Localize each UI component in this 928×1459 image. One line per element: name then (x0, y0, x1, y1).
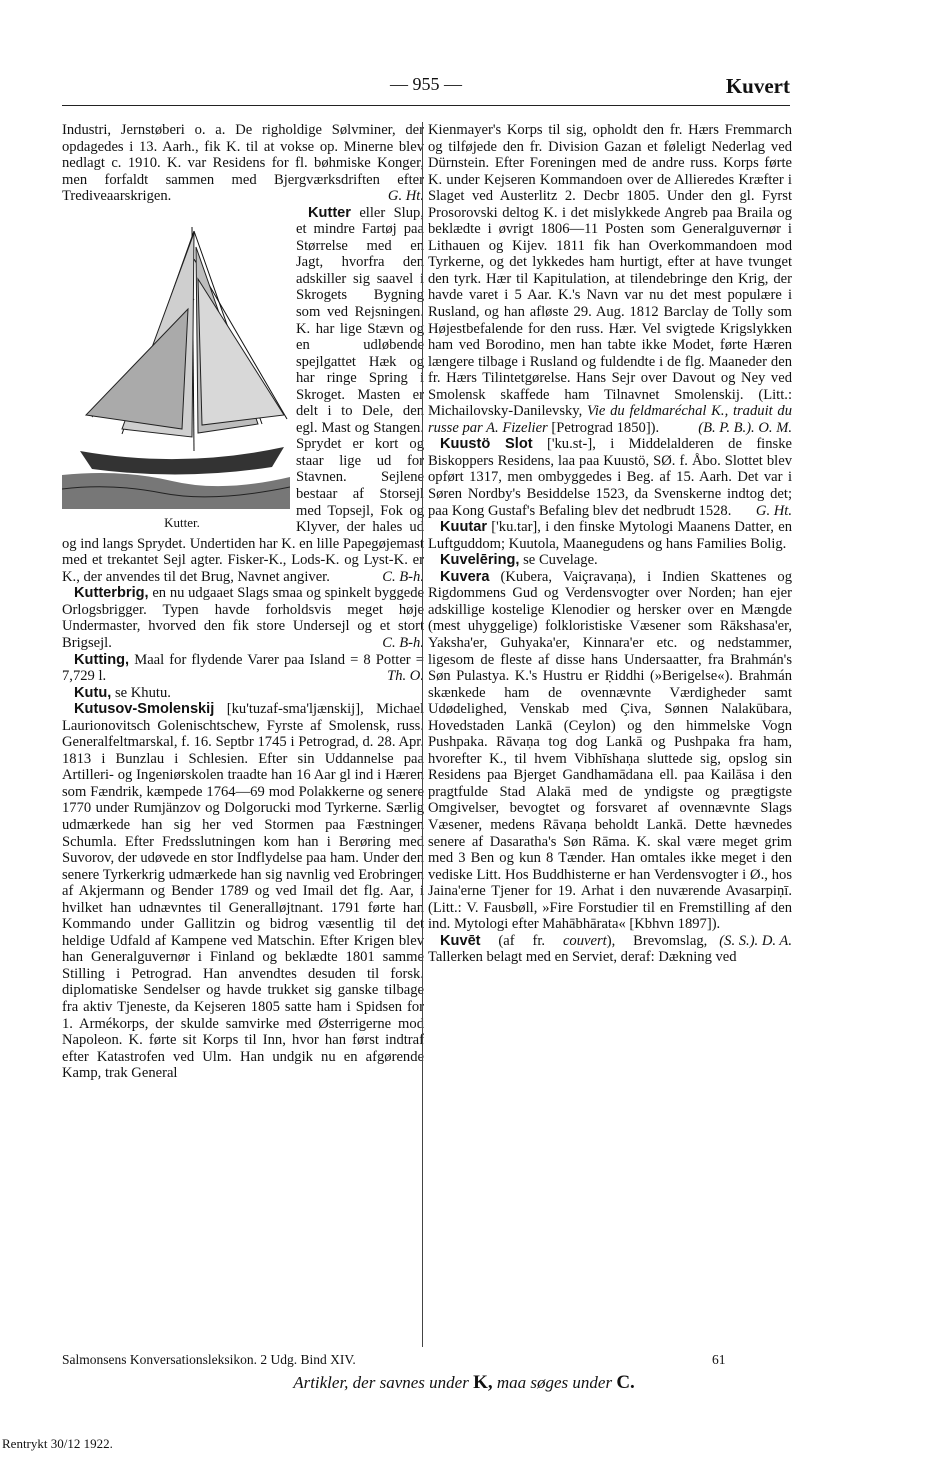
publication-title: Salmonsens Konversationsleksikon. 2 Udg. Bind XIV. (62, 1352, 356, 1367)
column-divider (422, 122, 423, 1347)
entry-headword: Kuvera (440, 568, 490, 585)
sailboat-icon (62, 219, 290, 509)
entry-kutter: Kutter Kutter. eller Slup, et mindre Fartøj paa Størrelse med en Jagt, hvorfra den adskiller sig saavel i Skrogets Bygning som ved Rejsningen. K. har lige Stævn og en udløbende spejlgattet Hæk og har ringe Spring i Skroget. Masten er delt i to Dele, den egl. Mast og Stangen. Sprydet er kort og staar lige ud for Stavnen. Sejlene bestaar af Storsejl med Topsejl, Fok og Klyver, der hales ud og ind langs Sprydet. Undertiden har K. en lille Papegøjemast med et trekantet Sejl agter. Fisker-K., Lods-K. og Lyst-K. er K., der anvendes til det Brug, Navnet angiver. C. B-h. (62, 204, 424, 585)
entry-kuvera: Kuvera (Kubera, Vaiçravaṇa), i Indien Skattenes og Rigdommens Gud og Verdensvogter over Norden; han ejer adskillige kostelige Klenodier og hersker over en Mængde (mest uhyggelige) folkloristiske Væsener som Rākshasa'er, Yaksha'er, Guhyaka'er, Kinnara'er etc. og nedstammer, ligesom de fleste af disse hans Undersaatter, fra Brahmán's Søn Pulastya. K.'s Hustru er Ṛiddhi (»Berigelse«). Brahmán skænkede ham de ovennævnte Værdigheder samt Udødelighed, Venskab med Çiva, Sønnen Nalakūbara, Hovedstaden Lankā (Ceylon) og den himmelske Vogn Pushpaka. Rāvaṇa tog dog Lankā og Pushpaka fra ham, hvorefter K., til hvem Vibhīshaṇa sluttede sig, opslog sin Residens paa Bjerget Gandhamādana ell. paa Kailāsa i den pragtfulde Stad Alakā med de yndigste og prægtigste Omgivelser, bevogtet og forsvaret af ovennævnte Slags Væsener, medens Rāvaṇa beholdt Lankā. Dette hævnedes senere af Dasaratha's Søn Rāma. K. skal være meget grim med 3 Ben og kun 8 Tænder. Han omtales ikke meget i den vediske Litt. Hos Buddhisterne er han Verdensvogter i Ø., hos Jaina'erne Tjener for 19. Arhat i den nuværende Avasarpiṇī. (Litt.: V. Fausbøll, »Fire Forstudier til en Fremstilling af den ind. Mytologi efter Mahābhārata« [Kbhvn 1897]). (S. S.). D. A. (428, 568, 792, 949)
author-signature: C. B-h. (382, 568, 424, 585)
author-signature: C. B-h. (382, 634, 424, 651)
left-column (62, 122, 424, 1082)
entry-kuvert: Kuvēt (af fr. couvert), Brevomslag, Tallerken belagt med en Serviet, deraf: Dækning ved (428, 932, 737, 966)
entry-headword: Kutter (308, 204, 351, 221)
entry-headword: Kuutar (440, 519, 488, 536)
signature-mark: 61 (712, 1352, 726, 1367)
page-header (62, 74, 790, 104)
entry-kuvelering: Kuvelēring, se Cuvelage. (440, 552, 598, 569)
entry-kutting: Kutting, Maal for flydende Varer paa Island = 8 Potter = 7,729 l. Th. O. (62, 651, 424, 685)
entry-kutterbrig: Kutterbrig, en nu udgaaet Slags smaa og spinkelt byggede Orlogsbrigger. Typen havde forholdsvis meget høje Undermaster, hvorved den fik store Undersejl og et stort Brigsejl. C. B-h. (62, 585, 424, 651)
entry-kutusov-smolenskij: Kutusov-Smolenskij [ku'tuzaf-sma'ljænskij], Michael Laurionovitsch Golenischtschew, Fyrste af Smolensk, russ. Generalfeltmarskal, f. 16. Septbr 1745 i Petrograd, d. 28. Apr. 1813 i Bunzlau i Schlesien. Efter sin Uddannelse paa Artilleri- og Ingeniørskolen traadte han 16 Aar gl ind i Hæren som Fændrik, kæmpede 1764—69 mod Polakkerne og senere 1770 under Rumjänzov og Dolgorucki mod Tyrkerne. Særlig udmærkede han sig her ved Stormen paa Fæstningen Schumla. Efter Fredsslutningen kom han i Berøring med Suvorov, der udøvede en stor Indflydelse paa ham. Under den senere Tyrkerkrig udmærkede han sig navnlig ved Erobringen af Akjermann og Bender 1789 og ved Imail det flg. Aar, i hvilket han udnævntes til Generalløjtnant. 1791 førte han Kommando under Gallitzin og bidrog væsentlig til det heldige Udfald af Kampene ved Matschin. Efter Krigen blev han Generalguvernør i Finland og beklædte 1801 samme Stilling i Petrograd. Han anvendtes desuden til forsk. diplomatiske Sendelser og havde trukket sig ganske tilbage fra aktiv Tjeneste, da Kejseren 1805 satte ham i Spidsen for 1. Armékorps, der skulde samvirke med Østerrigerne mod Napoleon. K. førte sit Korps til Inn, hvor han først indtraf efter Katastrofen ved Ulm. Han undgik nu en afgørende Kamp, trak General (62, 701, 424, 1082)
entry-headword: Kutu, (74, 684, 112, 701)
entry-kuutar: Kuutar ['ku.tar], i den finske Mytologi Maanens Datter, en Luftguddom; Kuutola, Maanegudens og hans Families Bolig. (428, 519, 792, 552)
author-signature: (B. P. B.). O. M. (698, 419, 792, 436)
right-column (428, 122, 792, 966)
reprint-note: Rentrykt 30/12 1922. (2, 1436, 113, 1451)
entry-kutusov-continuation: Kienmayer's Korps til sig, opholdt den fr. Hærs Fremmarch og tilføjede den fr. Division Gazan et føleligt Nederlag ved Dürnstein. Efter Foreningen med de andre russ. Korps førte K. under Kejseren Kommandoen over de Allieredes Kræfter i Slaget ved Austerlitz 2. Decbr 1805. Under den gl. Fyrst Prosorovski deltog K. i det mislykkede Angreb paa Braila og beklædte i øvrigt 1806—11 Posten som Generalguvernør i Lithauen og Kijev. 1811 fik han Overkommandoen mod Tyrkerne, og det lykkedes ham hurtigt, efter at have tvunget den tyrk. Hær til Kapitulation, at tilendebringe den Krig, der havde varet i 5 Aar. K.'s Navn var nu det mest populære i Rusland, og han afløste 29. Aug. 1812 Barclay de Tolly som Højestbefalende for den russ. Hær. Vel svigtede Krigslykken ham ved Borodino, men han tabte ikke Modet, førte Hæren længere tilbage i Rusland og fuldendte i de flg. Maaneder den fr. Hærs Tilintetgørelse. Hans Sejr over Davout og Ney ved Smolensk skaffede ham Tilnavnet Smolenskij. (Litt.: Michailovsky-Danilevsky, Vie du feldmaréchal K., traduit du russe par A. Fizelier [Petrograd 1850]). (B. P. B.). O. M. (428, 122, 793, 436)
running-head: Kuvert (725, 74, 790, 98)
author-signature: (S. S.). D. A. (719, 932, 792, 949)
author-signature: G. Ht. (387, 188, 424, 205)
entry-headword: Kuvelēring, (440, 552, 520, 569)
page-number: — 955 — (390, 74, 462, 94)
entry-kutu: Kutu, se Khutu. (74, 684, 171, 701)
entry-headword: Kutting, (74, 651, 130, 668)
author-signature: Th. O. (387, 668, 424, 685)
entry-headword: Kutterbrig, (74, 585, 149, 602)
entry-headword: Kuustö Slot (440, 436, 533, 453)
header-rule (62, 105, 790, 106)
entry-headword: Kuvēt (440, 932, 481, 949)
entry-headword: Kutusov-Smolenskij (74, 701, 215, 718)
figure-caption: Kutter. (164, 515, 200, 531)
entry-kuusto-slot: Kuustö Slot ['ku.st-], i Middelalderen de finske Biskoppers Residens, laa paa Kuustö, SØ. f. Åbo. Slottet blev opført 1317, men ombyggedes i Beg. af 15. Aarh. Det var i Søren Nordby's Besiddelse 1523, da Svenskerne indtog det; paa Kong Gustaf's Befaling blev det nedbrudt 1528. G. Ht. (428, 436, 792, 519)
missing-articles-notice: Artikler, der savnes under K, maa søges under C. (293, 1372, 635, 1393)
entry-industri-continuation: Industri, Jernstøberi o. a. De righoldige Sølvminer, der opdagedes i 13. Aarh., fik K. til at vokse op. Minerne blev nedlagt c. 1910. K. var Residens for fl. bøhmiske Konger, men forfaldt sammen med Bjergværksdriften efter Trediveaarskrigen. G. Ht. (62, 122, 424, 205)
publication-footer (62, 1352, 790, 1368)
author-signature: G. Ht. (755, 502, 792, 519)
cutter-illustration (62, 209, 290, 532)
